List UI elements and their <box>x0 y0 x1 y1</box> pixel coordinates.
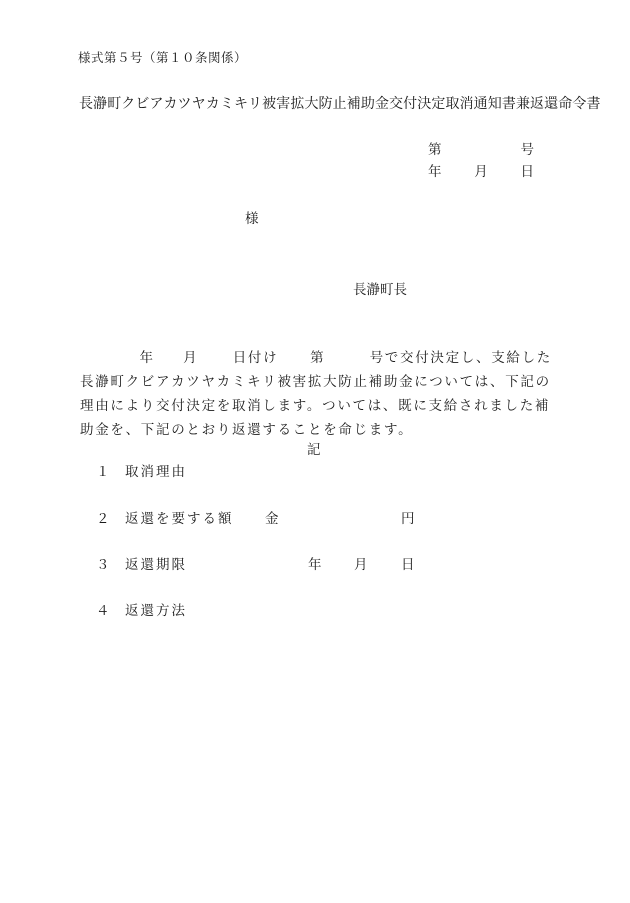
body-line-3: 理由により交付決定を取消します。ついては、既に支給されました補 <box>80 398 551 414</box>
body-line-1 <box>80 346 552 370</box>
item-label: 取消理由 <box>125 464 187 480</box>
document-title: 長瀞町クビアカツヤカミキリ被害拡大防止補助金交付決定取消通知書兼返還命令書 <box>79 96 601 112</box>
ki-heading: 記 <box>307 442 321 458</box>
item-label: 返還期限 <box>125 557 187 573</box>
deadline-month: 月 <box>354 557 368 573</box>
body-dai: 第 <box>310 350 326 366</box>
date-day: 日 <box>520 164 534 180</box>
amount-yen: 円 <box>401 511 415 527</box>
item-label: 返還を要する額 <box>125 511 234 527</box>
body-year: 年 <box>139 350 155 366</box>
body-line-2: 長瀞町クビアカツヤカミキリ被害拡大防止補助金については、下記の <box>80 374 551 390</box>
deadline-year: 年 <box>308 557 322 573</box>
body-line-4: 助金を、下記のとおり返還することを命じます。 <box>80 422 414 438</box>
item-refund-deadline <box>96 559 415 573</box>
amount-kin: 金 <box>265 511 279 527</box>
deadline-day: 日 <box>401 557 415 573</box>
item-cancel-reason <box>96 466 187 480</box>
issuer-name: 長瀞町長 <box>353 282 407 298</box>
date-year: 年 <box>428 164 442 180</box>
addressee-suffix: 様 <box>245 211 259 227</box>
item-refund-amount <box>96 513 415 527</box>
item-number: ２ <box>96 511 110 527</box>
body-dated: 日付け <box>232 350 279 366</box>
body-month: 月 <box>183 350 199 366</box>
item-number: ４ <box>96 603 110 619</box>
notice-body <box>80 346 552 442</box>
item-refund-method <box>96 605 187 619</box>
doc-number-dai: 第 <box>428 142 442 158</box>
date-month: 月 <box>474 164 488 180</box>
document-date <box>428 166 534 180</box>
form-number: 様式第５号（第１０条関係） <box>78 50 248 65</box>
doc-number-go: 号 <box>520 142 534 158</box>
item-number: １ <box>96 464 110 480</box>
item-label: 返還方法 <box>125 603 187 619</box>
body-go-text: 号で交付決定し、支給した <box>369 350 552 366</box>
item-number: ３ <box>96 557 110 573</box>
document-number <box>428 144 534 158</box>
